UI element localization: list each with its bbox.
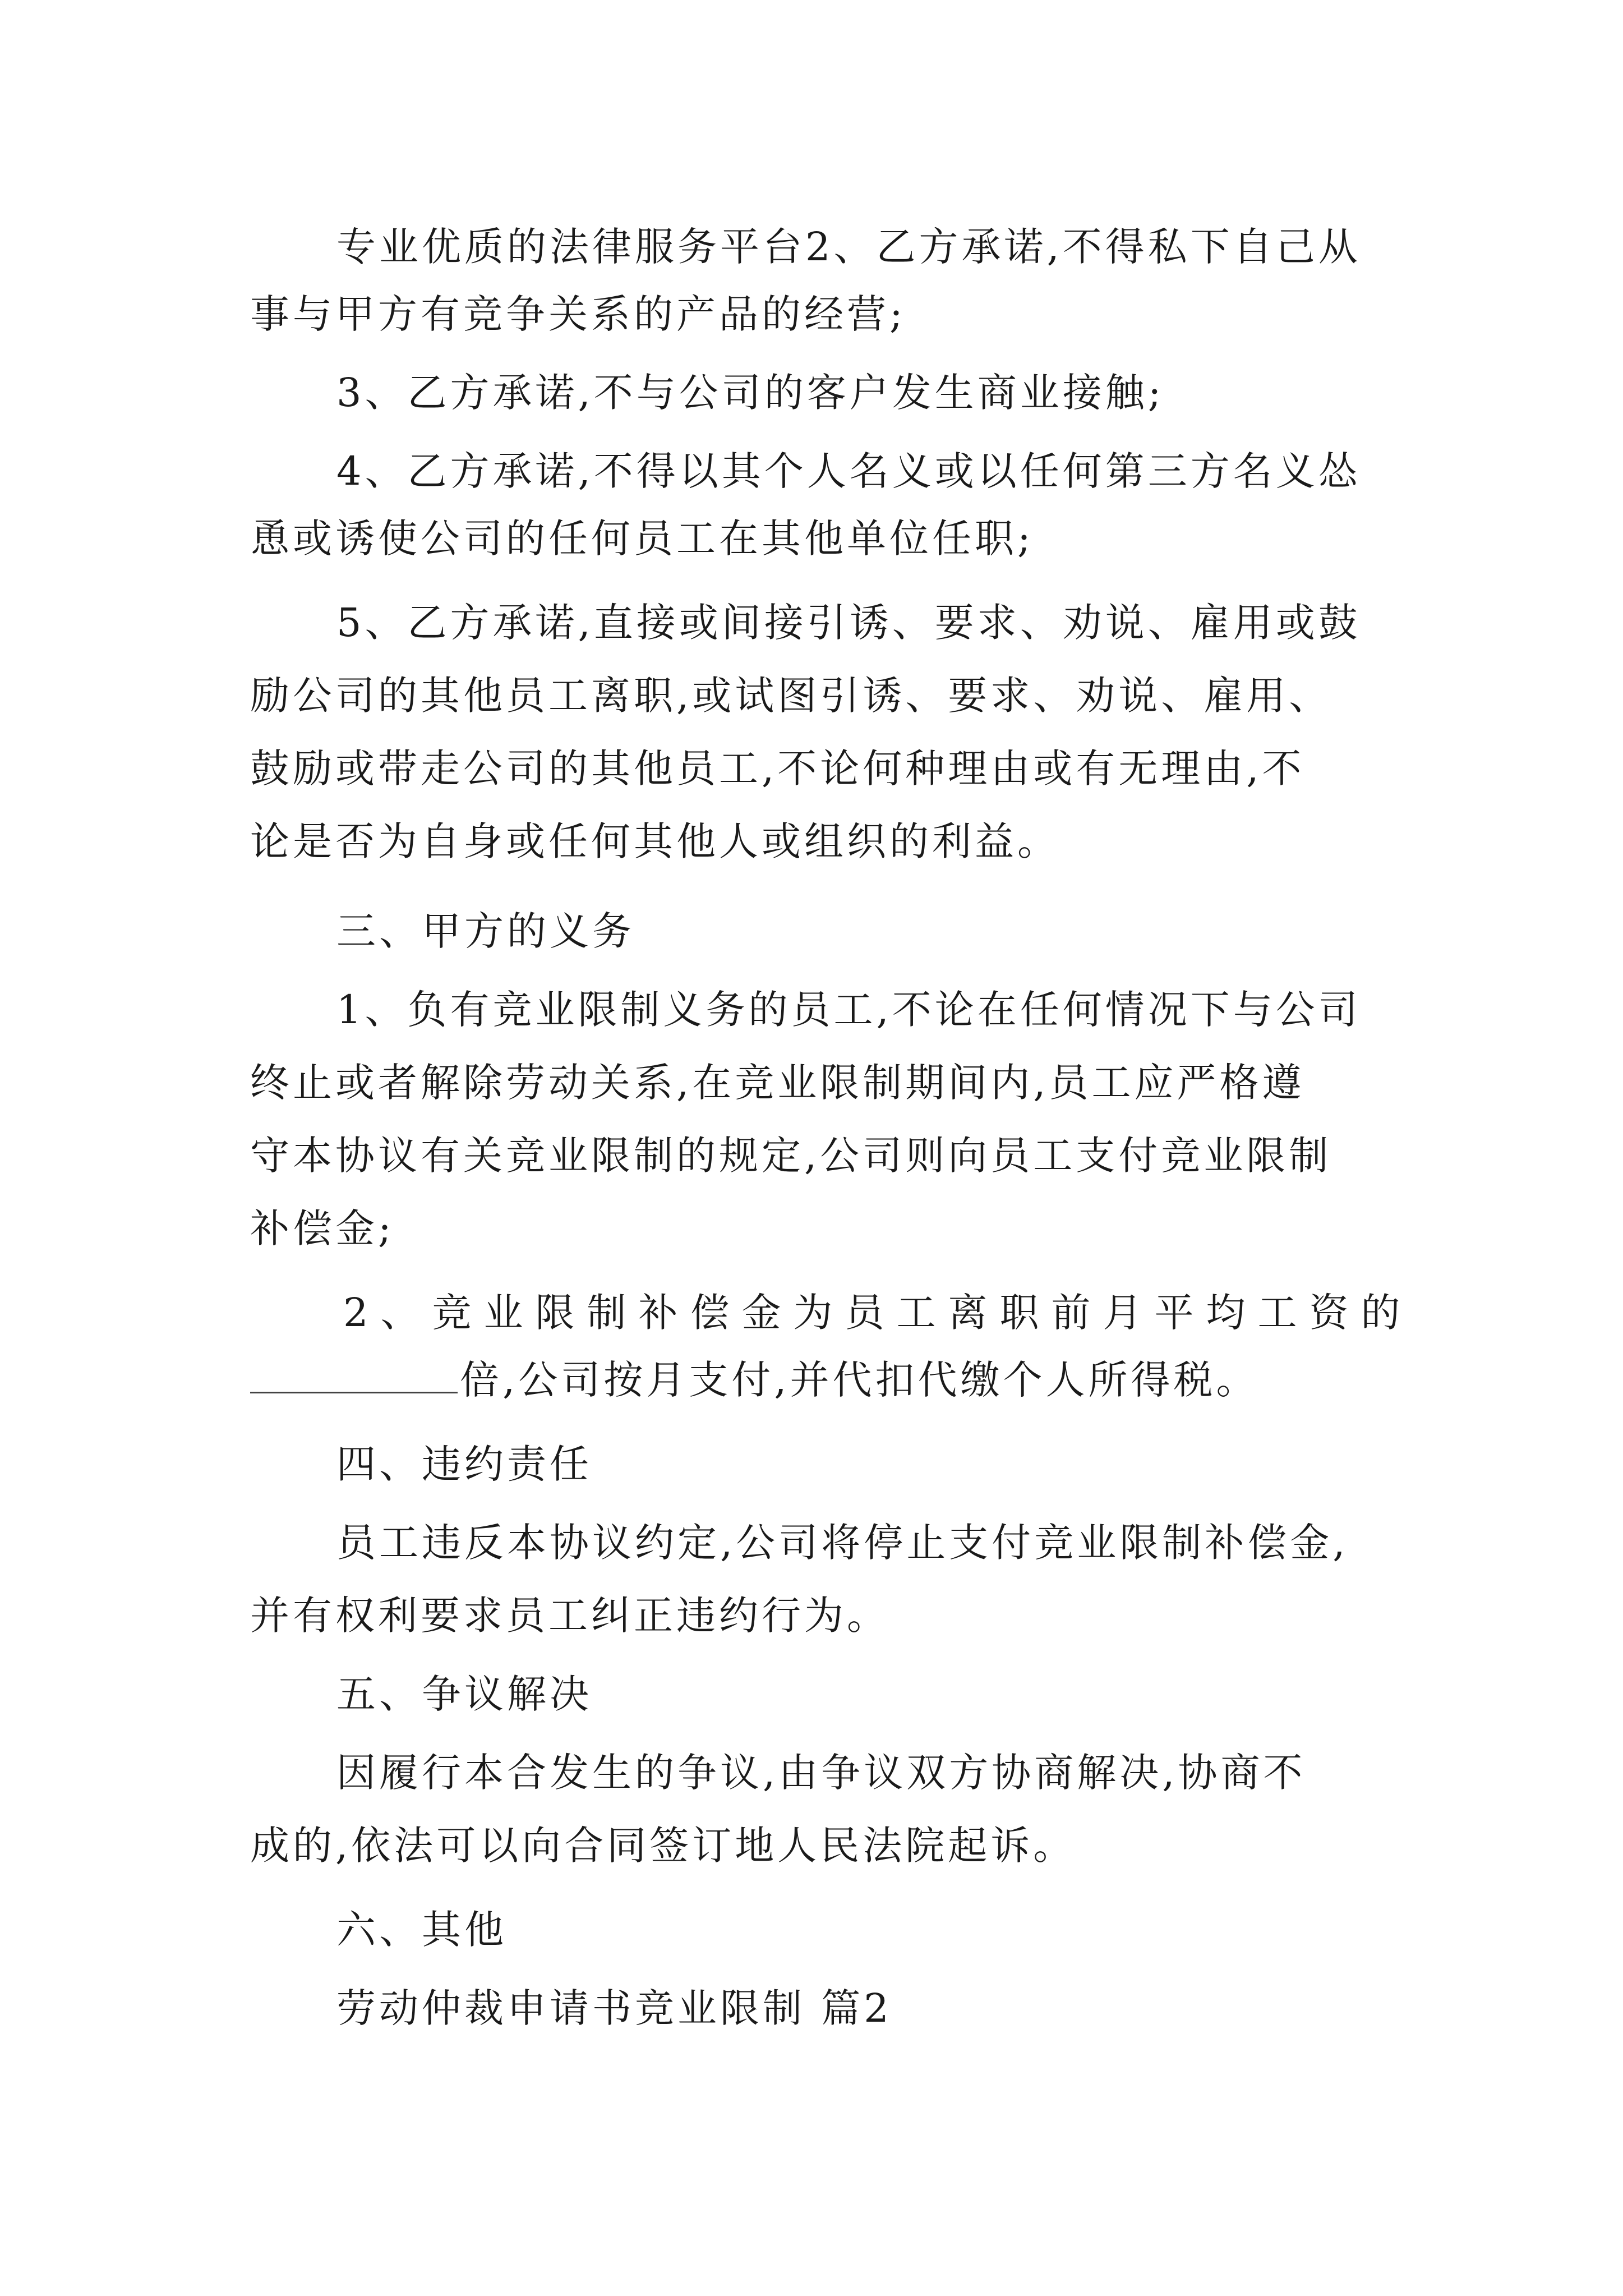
- section-heading: 四、违约责任: [336, 1441, 592, 1487]
- paragraph-line: 守本协议有关竞业限制的规定,公司则向员工支付竞业限制: [250, 1133, 1332, 1179]
- paragraph-line: 员工违反本协议约定,公司将停止支付竞业限制补偿金,: [336, 1520, 1349, 1566]
- paragraph-line: 鼓励或带走公司的其他员工,不论何种理由或有无理由,不: [250, 746, 1305, 792]
- paragraph-line-with-blank: [250, 1346, 1389, 1414]
- paragraph-line: 并有权利要求员工纠正违约行为。: [250, 1593, 889, 1639]
- paragraph-line: 终止或者解除劳动关系,在竞业限制期间内,员工应严格遵: [250, 1060, 1305, 1106]
- paragraph-line: 1、负有竞业限制义务的员工,不论在任何情况下与公司: [336, 987, 1361, 1033]
- paragraph-line: 3、乙方承诺,不与公司的客户发生商业接触;: [336, 370, 1165, 416]
- fill-in-blank: [250, 1352, 458, 1393]
- section-heading: 五、争议解决: [336, 1671, 592, 1717]
- paragraph-line: 补偿金;: [250, 1205, 395, 1251]
- paragraph-text: 倍,公司按月支付,并代扣代缴个人所得税。: [460, 1357, 1259, 1403]
- section-heading: 三、甲方的义务: [336, 908, 635, 954]
- paragraph-line: 恿或诱使公司的任何员工在其他单位任职;: [250, 516, 1034, 562]
- paragraph-line: 论是否为自身或任何其他人或组织的利益。: [250, 818, 1060, 864]
- paragraph-line: 专业优质的法律服务平台2、乙方承诺,不得私下自己从: [336, 224, 1361, 270]
- paragraph-line: 成的,依法可以向合同签订地人民法院起诉。: [250, 1823, 1076, 1869]
- paragraph-line: 5、乙方承诺,直接或间接引诱、要求、劝说、雇用或鼓: [336, 600, 1361, 646]
- paragraph-line: 事与甲方有竞争关系的产品的经营;: [250, 291, 906, 337]
- paragraph-line: 励公司的其他员工离职,或试图引诱、要求、劝说、雇用、: [250, 673, 1332, 719]
- section-heading: 六、其他: [336, 1907, 507, 1953]
- document-title: 劳动仲裁申请书竞业限制 篇2: [336, 1985, 892, 2031]
- paragraph-line: 4、乙方承诺,不得以其个人名义或以任何第三方名义怂: [336, 448, 1361, 494]
- paragraph-line: 因履行本合发生的争议,由争议双方协商解决,协商不: [336, 1750, 1306, 1796]
- paragraph-line: 2、竞业限制补偿金为员工离职前月平均工资的: [343, 1290, 1413, 1336]
